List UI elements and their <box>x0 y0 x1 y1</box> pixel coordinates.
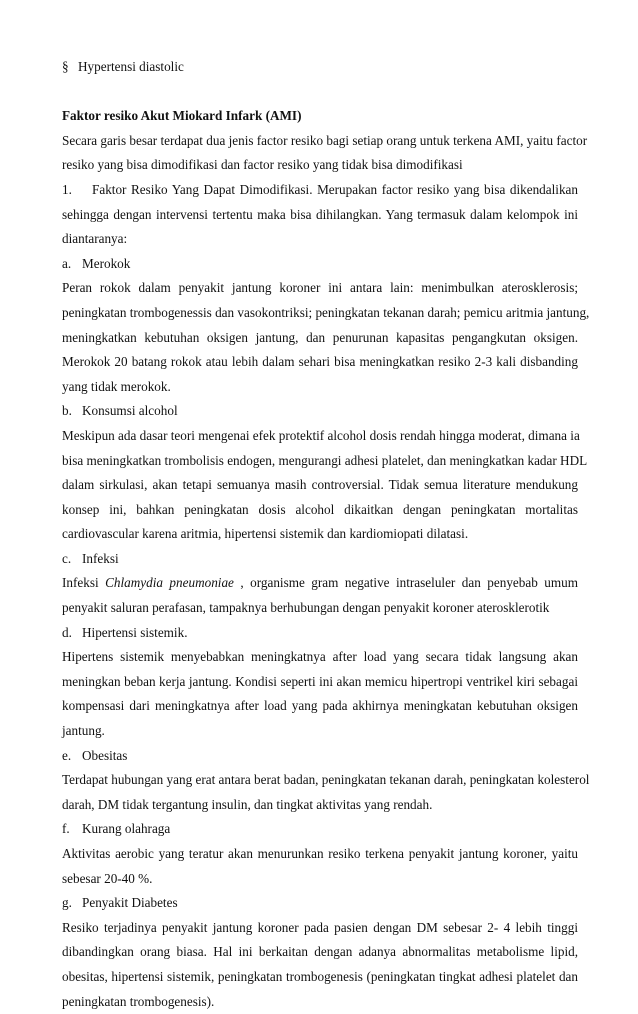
item-label: d. <box>62 624 72 640</box>
item-line: cardiovascular karena aritmia, hipertensi sistemik dan kardiomiopati dilatasi. <box>62 526 469 542</box>
item-line: penyakit saluran perafasan, tampaknya berhubungan dengan penyakit koroner aterosklerotik <box>62 600 550 616</box>
item-line: meningkatkan kebutuhan oksigen jantung, dan penurunan kapasitas pengangkutan oksigen. <box>62 329 578 345</box>
item-label: g. <box>62 895 72 911</box>
item-line: Terdapat hubungan yang erat antara berat badan, peningkatan tekanan darah, peningkatan kolesterol <box>62 772 590 788</box>
item-title: Hipertensi sistemik. <box>82 624 188 640</box>
point1-text: Faktor Resiko Yang Dapat Dimodifikasi. Merupakan factor resiko yang bisa dikendalikan <box>92 181 578 197</box>
intro-line: Secara garis besar terdapat dua jenis factor resiko bagi setiap orang untuk terkena AMI, yaitu factor <box>62 132 588 148</box>
item-line: sebesar 20-40 %. <box>62 870 153 886</box>
point1-line <box>62 178 578 203</box>
item-line: dalam sirkulasi, akan tetapi semuanya masih controversial. Tidak semua literature mendukung <box>62 477 578 493</box>
item-line: Meskipun ada dasar teori mengenai efek protektif alcohol dosis rendah hingga moderat, dimana ia <box>62 427 580 443</box>
item-label: a. <box>62 255 72 271</box>
item-line: jantung. <box>62 723 105 739</box>
item-line: Aktivitas aerobic yang teratur akan menurunkan resiko terkena penyakit jantung koroner, yaitu <box>62 846 578 861</box>
item-label: c. <box>62 550 72 566</box>
item-line: Hipertens sistemik menyebabkan meningkatnya after load yang secara tidak langsung akan <box>62 649 578 665</box>
section-heading: Faktor resiko Akut Miokard Infark (AMI) <box>62 108 302 124</box>
item-text: , organisme gram negative intraseluler dan penyebab umum <box>233 575 578 591</box>
item-line: dibandingkan orang biasa. Hal ini berkaitan dengan adanya abnormalitas metabolisme lipid, <box>62 944 578 960</box>
item-title: Penyakit Diabetes <box>82 895 178 911</box>
item-title: Konsumsi alcohol <box>82 403 178 419</box>
item-line: konsep ini, bahkan peningkatan dosis alcohol dikaitkan dengan peningkatan mortalitas <box>62 501 578 517</box>
item-title: Obesitas <box>82 747 128 763</box>
intro-line: resiko yang bisa dimodifikasi dan factor resiko yang tidak bisa dimodifikasi <box>62 157 463 173</box>
item-heading <box>62 744 578 769</box>
item-line: peningkatan trombogenesis). <box>62 993 215 1009</box>
item-label: b. <box>62 403 72 419</box>
item-line: obesitas, hipertensi sistemik, peningkatan trombogenesis (peningkatan tingkat adhesi platelet dan <box>62 968 578 984</box>
point1-line: sehingga dengan intervensi tertentu maka bisa dihilangkan. Yang termasuk dalam kelompok ini <box>62 206 578 222</box>
item-line: Resiko terjadinya penyakit jantung koroner pada pasien dengan DM sebesar 2- 4 lebih tinggi <box>62 919 578 935</box>
item-heading <box>62 621 578 646</box>
item-line: Peran rokok dalam penyakit jantung koroner ini antara lain: menimbulkan aterosklerosis; <box>62 280 578 296</box>
item-heading <box>62 891 578 916</box>
item-heading <box>62 547 578 572</box>
item-title: Infeksi <box>82 550 119 566</box>
item-text: Infeksi <box>62 575 106 591</box>
item-heading <box>62 252 578 277</box>
item-line: Merokok 20 batang rokok atau lebih dalam sehari bisa meningkatkan resiko 2-3 kali disbanding <box>62 354 578 370</box>
item-title: Kurang olahraga <box>82 821 171 837</box>
item-label: f. <box>62 821 70 837</box>
item-heading <box>62 817 578 842</box>
item-label: e. <box>62 747 72 763</box>
item-line <box>62 571 578 596</box>
item-line: yang tidak merokok. <box>62 378 171 394</box>
document-page <box>62 55 590 1014</box>
bullet-item <box>62 55 578 80</box>
bullet-text: Hypertensi diastolic <box>78 59 184 74</box>
item-line: kompensasi dari meningkatnya after load yang pada akhirnya meningkatan kebutuhan oksigen <box>62 698 578 714</box>
section-bullet-icon: § <box>62 59 69 74</box>
italic-organism-name: Chlamydia pneumoniae <box>105 575 234 591</box>
item-line: darah, DM tidak tergantung insulin, dan tingkat aktivitas yang rendah. <box>62 796 433 812</box>
point1-line: diantaranya: <box>62 231 128 247</box>
item-title: Merokok <box>82 255 131 271</box>
item-line: meningkan beban kerja jantung. Kondisi seperti ini akan memicu hipertropi ventrikel kiri sebagai <box>62 673 578 689</box>
item-heading <box>62 399 578 424</box>
item-line: bisa meningkatkan trombolisis endogen, mengurangi adhesi platelet, dan meningkatkan kadar HDL <box>62 452 588 468</box>
point1-number: 1. <box>62 181 72 197</box>
item-line: peningkatan trombogenessis dan vasokontriksi; peningkatan tekanan darah; pemicu aritmia jantung, <box>62 304 590 320</box>
